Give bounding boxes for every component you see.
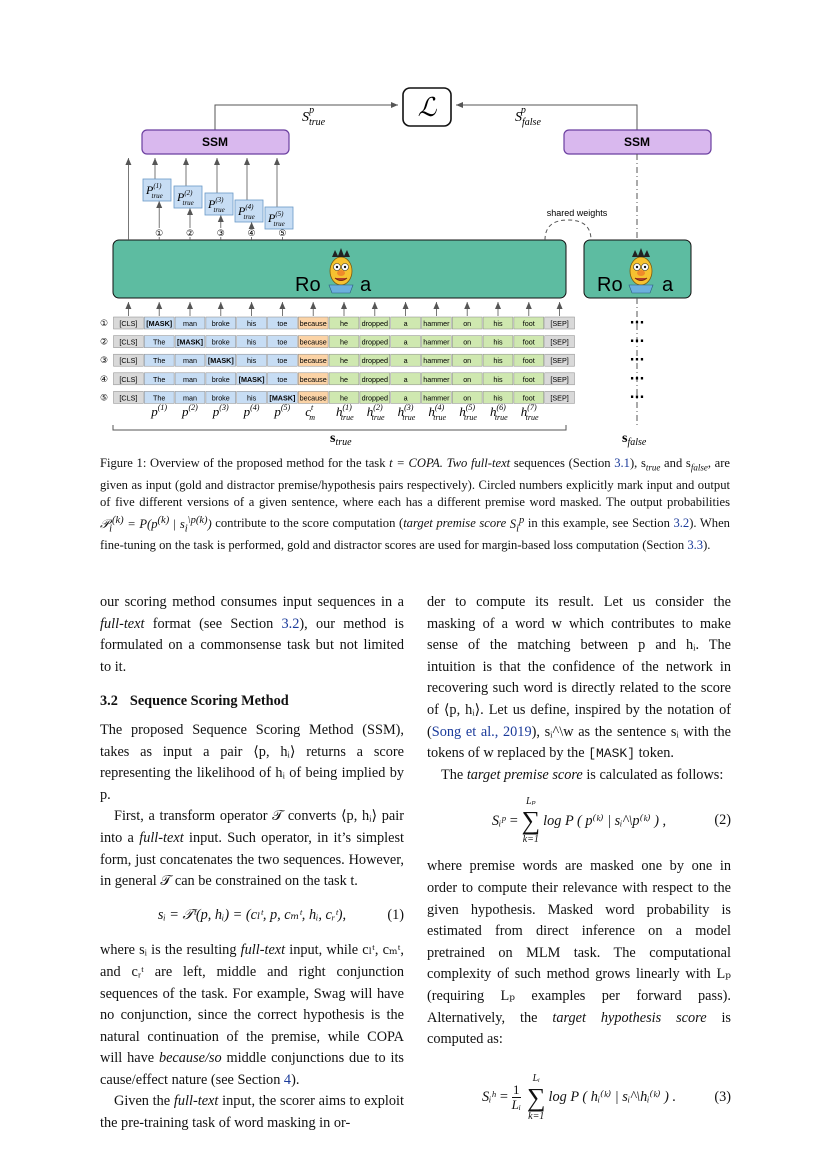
token-text: [MASK] [146, 319, 173, 328]
paragraph: where premise words are masked one by one in order to compute their relevance with respect to the given hypothesis. Masked word probability is estimated from direct inference on a model pretrained on MLM task. The computational complexity of such method grows linearly with Lₚ (requiring Lₚ examples per forward pass). Alternatively, the target hypothesis score is computed as: [427, 858, 731, 1048]
token-text: dropped [361, 319, 388, 328]
token-text: a [403, 337, 408, 347]
svg-text:Struep: $S_{true}p$ [302, 105, 326, 128]
token-text: on [463, 337, 472, 347]
s-false-label: $s_{false}$ [622, 431, 647, 448]
circled-number: ③ [99, 356, 109, 367]
probability-boxes [143, 158, 293, 229]
token-text: because [299, 374, 327, 384]
token-text: on [463, 374, 472, 384]
roberta-suffix-true: a [360, 274, 372, 296]
token-text: toe [277, 356, 288, 366]
left-column [100, 592, 404, 1135]
paragraph: The target premise score is calculated as follows: [441, 766, 724, 783]
equation-number: (1) [387, 906, 404, 923]
ellipsis: ··· [629, 334, 645, 350]
token-text: [SEP] [550, 319, 569, 328]
equation-number: (3) [714, 1088, 731, 1105]
figure-1 [0, 0, 827, 450]
token-text: The [153, 337, 166, 347]
circled-number: ① [99, 319, 109, 329]
citation-link[interactable]: Song et al., 2019 [431, 723, 532, 740]
token-text: his [493, 337, 503, 347]
circled-number: ② [99, 337, 109, 348]
token-text: [CLS] [119, 393, 138, 403]
paragraph: where sᵢ is the resulting full-text input, while cₗᵗ, cₘᵗ, and cᵣᵗ are left, middle and right conjunction sequences of the task. For example, Swag will have no conjunction, since the correct hypothesis is the natural continuation of the premise, while COPA will have because/so middle conjunctions due to its cause/effect nature (see Section 4). [100, 942, 405, 1088]
circled-number: ⑤ [99, 393, 109, 404]
token-text: man [183, 374, 197, 384]
circled-number: ③ [216, 229, 225, 239]
bottom-label: $p^{(5)}$ [274, 403, 291, 419]
right-column [427, 592, 731, 1133]
roberta-label-false: Ro [597, 274, 623, 296]
roberta-suffix-false: a [662, 274, 674, 296]
token-text: he [340, 319, 348, 328]
paragraph: der to compute its result. Let us consider the masking of a word w which contributes to make sense of the matching between p and hᵢ. The intuition is that the confidence of the network in recovering such word is directly related to the score of ⟨p, hᵢ⟩. Let us define, inspired by the notation of (Song et al., 2019), sᵢ^\w as the sentence sᵢ with the tokens of w replaced by the [MASK] token. [427, 594, 731, 762]
score-false-label [515, 105, 541, 128]
section-heading: 3.2 Sequence Scoring Method [100, 693, 289, 710]
token-text: man [183, 356, 197, 366]
token-text: [SEP] [550, 393, 569, 403]
circled-number: ⑤ [278, 229, 287, 239]
token-text: foot [522, 356, 535, 366]
token-text: his [246, 319, 257, 328]
token-text: his [493, 356, 503, 366]
token-text: hammer [423, 356, 450, 366]
score-true-label [302, 105, 326, 128]
paragraph: Given the full-text input, the scorer aims to exploit the pre-training task of word masking in or- [100, 1093, 404, 1132]
ellipsis: ··· [629, 390, 645, 406]
token-text: [CLS] [119, 374, 138, 384]
loss-symbol: ℒ [417, 93, 437, 122]
equation-3: Sᵢʰ = $\frac{1}{\text{Lᵢ}}$ Lᵢ ∑ k=1 log P ( hᵢ⁽ᵏ⁾ | sᵢ^\hᵢ⁽ᵏ⁾ ) . (3) [481, 1072, 731, 1122]
token-text: a [403, 374, 408, 384]
ellipsis: ··· [629, 371, 645, 387]
bottom-label: $p^{(4)}$ [243, 403, 260, 419]
token-text: foot [522, 337, 535, 347]
token-text: [MASK] [207, 356, 234, 366]
token-text: he [340, 337, 348, 347]
token-text: on [463, 356, 472, 366]
section-ref[interactable]: 3.1 [614, 456, 630, 470]
token-text: his [493, 374, 503, 384]
token-grid [100, 316, 644, 405]
section-ref[interactable]: 3.2 [673, 516, 690, 531]
probability-label: $P^{(1)}$ true [146, 182, 163, 200]
bottom-label: $h^{(6)}$ true [490, 403, 508, 422]
token-text: foot [522, 374, 535, 384]
token-text: man [183, 393, 197, 403]
circled-number: ① [155, 229, 164, 239]
ellipsis: ··· [629, 316, 645, 331]
token-text: [SEP] [550, 337, 569, 347]
figure-caption: Figure 1: Overview of the proposed method for the task t = COPA. Two full-text sequences (Section 3.1), $s_{true}$ and $s_{false}$, are given as input (gold and distractor premise/hypothesis pairs respectively). Circled numbers explicitly mark input and output of five different versions of a given sentence, where each has a different premise word masked. The output probabilities 𝒫$_i^{(k)}$ = $P(p^{(k)}$ | $s_i^{\backslash p(k)}$) contribute to the score computation (target premise score $S_i^p$ in this example, see Section 3.2). When fine-tuning on the task is performed, gold and distractor scores are used for margin-based loss computation (Section 3.3). [100, 456, 731, 553]
token-text: [CLS] [119, 356, 138, 366]
circled-number: ④ [99, 374, 109, 385]
token-text: broke [211, 393, 230, 403]
token-text: his [246, 337, 257, 347]
ssm-label-true: SSM [201, 135, 229, 149]
bottom-label: $p^{(2)}$ [182, 403, 198, 419]
ssm-label-false: SSM [623, 135, 651, 149]
bottom-label: $h^{(2)}$ true [366, 403, 385, 422]
section-ref[interactable]: 3.3 [687, 538, 704, 553]
token-text: hammer [423, 319, 450, 328]
token-text: The [153, 393, 166, 403]
ellipsis: ··· [629, 353, 645, 369]
bottom-label: $p^{(3)}$ [212, 403, 229, 419]
bottom-label: $h^{(7)}$ true [520, 403, 539, 422]
token-text: he [340, 393, 348, 403]
token-text: his [493, 393, 503, 403]
token-text: foot [522, 319, 535, 328]
token-text: [MASK] [269, 393, 296, 403]
token-text: [MASK] [177, 337, 203, 347]
token-text: hammer [423, 393, 450, 403]
bottom-label: $h^{(3)}$ true [397, 403, 416, 422]
section-ref[interactable]: 4 [283, 1071, 292, 1088]
token-text: The [153, 356, 166, 366]
token-text: on [463, 319, 472, 328]
probability-label: $P^{(3)}$ true [208, 196, 225, 214]
token-text: dropped [361, 374, 388, 384]
token-text: a [403, 319, 408, 328]
circled-number: ④ [247, 229, 256, 239]
token-text: man [183, 319, 197, 328]
token-text: he [340, 356, 348, 366]
token-text: dropped [361, 393, 388, 403]
token-text: broke [211, 337, 230, 347]
bottom-label: $p^{(1)}$ [151, 403, 168, 419]
token-text: toe [277, 319, 288, 328]
roberta-label-true: Ro [295, 274, 321, 296]
token-text: [CLS] [119, 337, 138, 347]
paragraph: First, a transform operator 𝒯 converts ⟨p, hᵢ⟩ pair into a full-text input. Such operator, in it’s simplest form, just concatenates the two sequences. However, in general 𝒯 can be constrained on the task t. [100, 808, 404, 890]
token-text: because [299, 393, 327, 403]
token-text: The [153, 374, 166, 384]
token-text: a [403, 356, 408, 366]
token-text: [MASK] [238, 374, 265, 384]
token-text: a [403, 393, 408, 403]
probability-label: $P^{(4)}$ true [238, 203, 255, 221]
bottom-labels [150, 403, 539, 422]
bottom-label: $c^t$ m [305, 403, 315, 422]
token-text: on [463, 393, 472, 403]
section-ref[interactable]: 3.2 [281, 615, 300, 632]
token-text: he [340, 374, 348, 384]
probability-label: $P^{(2)}$ true [177, 189, 194, 207]
bottom-label: $h^{(4)}$ true [428, 403, 447, 422]
circled-number: ② [185, 229, 195, 239]
token-text: his [246, 393, 257, 403]
token-text: because [299, 319, 327, 328]
token-text: [CLS] [119, 319, 138, 328]
token-text: dropped [361, 337, 388, 347]
equation-2: Sᵢᵖ = Lₚ ∑ k=1 log P ( p⁽ᵏ⁾ | sᵢ^\p⁽ᵏ⁾ ) , (2) [491, 796, 731, 846]
probability-label: $P^{(5)}$ true [268, 210, 285, 228]
paragraph: our scoring method consumes input sequences in a full-text format (see Section 3.2), our method is formulated on a commonsense task but not limited to it. [100, 594, 404, 675]
shared-weights-label: shared weights [546, 208, 608, 218]
token-text: because [299, 337, 327, 347]
token-text: foot [522, 393, 535, 403]
token-text: toe [277, 374, 288, 384]
token-text: his [246, 356, 257, 366]
equation-1: sᵢ = 𝒯ᵗ(p, hᵢ) = (cₗᵗ, p, cₘᵗ, hᵢ, cᵣᵗ), (1) [100, 905, 404, 927]
svg-text:Sfalsep: $S_{false}p$ [515, 105, 541, 128]
s-true-label: $s_{true}$ [330, 431, 352, 448]
paragraph: The proposed Sequence Scoring Method (SSM), takes as input a pair ⟨p, hᵢ⟩ returns a score representing the likelihood of hᵢ of being implied by p. [100, 721, 404, 803]
token-text: because [299, 356, 327, 366]
token-text: toe [277, 337, 288, 347]
equation-number: (2) [714, 812, 731, 829]
token-text: [SEP] [550, 374, 569, 384]
token-text: [SEP] [550, 356, 569, 366]
token-text: hammer [423, 337, 450, 347]
token-text: broke [211, 319, 230, 328]
bottom-label: $h^{(1)}$ true [336, 403, 354, 422]
bottom-label: $h^{(5)}$ true [459, 403, 477, 422]
token-text: dropped [361, 356, 388, 366]
token-text: hammer [423, 374, 450, 384]
token-text: his [493, 319, 503, 328]
token-text: broke [211, 374, 230, 384]
